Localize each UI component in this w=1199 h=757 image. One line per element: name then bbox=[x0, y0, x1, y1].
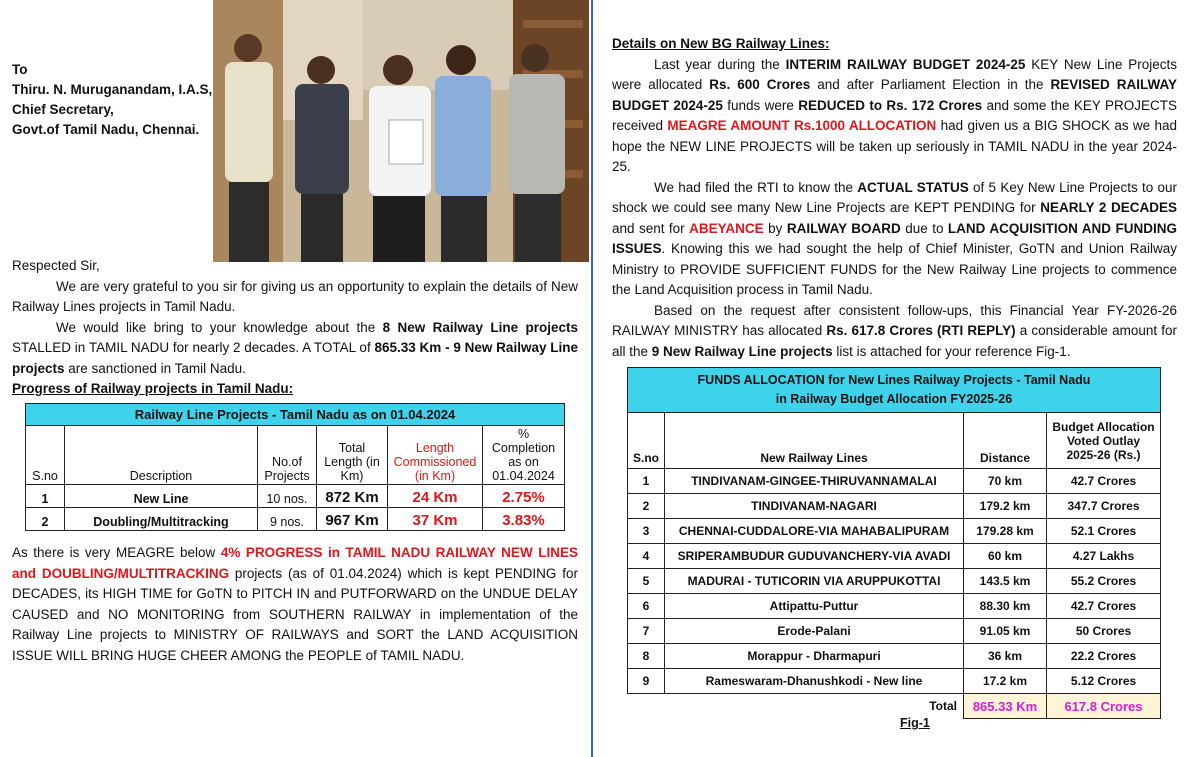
funds-cell-sno: 6 bbox=[628, 594, 665, 619]
funds-cell-amount: 55.2 Crores bbox=[1047, 569, 1161, 594]
r1-f: REVISED RAILWAY BUDGET 2024-25 bbox=[612, 77, 1178, 113]
funds-cell-line: Rameswaram-Dhanushkodi - New line bbox=[665, 669, 964, 694]
funds-cell-distance: 88.30 km bbox=[964, 594, 1047, 619]
details-heading: Details on New BG Railway Lines: bbox=[612, 36, 830, 51]
address-block bbox=[12, 60, 212, 140]
progress-cell-commissioned: 24 Km bbox=[388, 485, 483, 508]
funds-header-sno: S.no bbox=[628, 413, 665, 469]
funds-cell-sno: 3 bbox=[628, 519, 665, 544]
column-divider bbox=[591, 0, 593, 757]
progress-cell-total: 967 Km bbox=[317, 508, 388, 531]
figure-caption: Fig-1 bbox=[900, 716, 930, 730]
r1-e: and after Parliament Election in the bbox=[810, 77, 1051, 92]
progress-row bbox=[26, 508, 565, 531]
progress-cell-desc: Doubling/Multitracking bbox=[65, 508, 258, 531]
r1-d: Rs. 600 Crores bbox=[709, 77, 811, 92]
salutation: Respected Sir, bbox=[12, 258, 100, 273]
p3-text-b: 4% PROGRESS in TAMIL NADU RAILWAY NEW LINES and DOUBLING/MULTITRACKING bbox=[12, 545, 578, 581]
funds-cell-line: Erode-Palani bbox=[665, 619, 964, 644]
funds-cell-line: SRIPERAMBUDUR GUDUVANCHERY-VIA AVADI bbox=[665, 544, 964, 569]
r3-c: a considerable amount for all the bbox=[612, 323, 1177, 359]
funds-row bbox=[628, 594, 1161, 619]
funds-total-label: Total bbox=[929, 699, 957, 714]
details-paragraph-1 bbox=[612, 55, 1177, 178]
details-paragraph-2 bbox=[612, 178, 1177, 301]
r1-c: KEY New Line Projects were allocated bbox=[612, 56, 1178, 92]
funds-cell-sno: 8 bbox=[628, 644, 665, 669]
funds-cell-distance: 60 km bbox=[964, 544, 1047, 569]
group-photo-image bbox=[213, 0, 589, 262]
paragraph-1 bbox=[12, 277, 578, 318]
r1-j: MEAGRE AMOUNT Rs.1000 ALLOCATION bbox=[667, 118, 937, 133]
p2-text-a: We would like bring to your knowledge about the bbox=[56, 319, 383, 335]
funds-cell-amount: 4.27 Lakhs bbox=[1047, 544, 1161, 569]
funds-row bbox=[628, 469, 1161, 494]
r2-g: by bbox=[763, 220, 787, 236]
p2-text-b: 8 New Railway Line projects bbox=[382, 319, 578, 335]
r2-c: of 5 Key New Line Projects to our shock we could see many New Line Projects are KEPT PENDING for bbox=[612, 179, 1177, 215]
r1-h: REDUCED to Rs. 172 Crores bbox=[798, 97, 983, 113]
funds-cell-sno: 7 bbox=[628, 619, 665, 644]
r3-e: list is attached for your reference Fig-1. bbox=[832, 343, 1071, 359]
funds-cell-distance: 179.28 km bbox=[964, 519, 1047, 544]
funds-row bbox=[628, 644, 1161, 669]
r2-e: and sent for bbox=[612, 220, 690, 236]
r1-b: INTERIM RAILWAY BUDGET 2024-25 bbox=[785, 56, 1026, 72]
p2-text-e: are sanctioned in Tamil Nadu. bbox=[64, 360, 246, 376]
r2-k: . Knowing this we had sought the help of Chief Minister, GoTN and Union Railway Ministry to PROVIDE SUFFICIENT FUNDS for the New Railway Line projects to commence the Land Acquisition process in Tamil Nadu. bbox=[612, 241, 1177, 297]
funds-table bbox=[627, 367, 1161, 719]
progress-cell-desc: New Line bbox=[65, 485, 258, 508]
funds-cell-line: TINDIVANAM-NAGARI bbox=[665, 494, 964, 519]
funds-cell-amount: 347.7 Crores bbox=[1047, 494, 1161, 519]
progress-header-total: Total Length (in Km) bbox=[317, 426, 388, 485]
progress-row bbox=[26, 485, 565, 508]
r1-k: had given us a BIG SHOCK as we had hope the NEW LINE PROJECTS will be taken up seriously in TAMIL NADU in the year 2024-25. bbox=[612, 118, 1177, 174]
funds-cell-sno: 5 bbox=[628, 569, 665, 594]
paragraph-2 bbox=[12, 318, 578, 380]
funds-table-title bbox=[628, 368, 1161, 413]
funds-cell-sno: 4 bbox=[628, 544, 665, 569]
progress-header-description: Description bbox=[65, 426, 258, 485]
r1-g: funds were bbox=[722, 97, 799, 113]
funds-cell-sno: 9 bbox=[628, 669, 665, 694]
progress-header-count: No.of Projects bbox=[258, 426, 317, 485]
progress-cell-count: 9 nos. bbox=[258, 508, 317, 531]
funds-cell-amount: 42.7 Crores bbox=[1047, 469, 1161, 494]
progress-cell-total: 872 Km bbox=[317, 485, 388, 508]
funds-header-distance: Distance bbox=[964, 413, 1047, 469]
funds-row bbox=[628, 494, 1161, 519]
r1-i: and some the KEY PROJECTS received bbox=[612, 97, 1177, 133]
r3-b: Rs. 617.8 Crores (RTI REPLY) bbox=[826, 323, 1016, 338]
details-section bbox=[612, 34, 1177, 362]
r2-d: NEARLY 2 DECADES bbox=[1040, 200, 1177, 215]
funds-cell-distance: 36 km bbox=[964, 644, 1047, 669]
letter-body bbox=[12, 256, 578, 400]
funds-cell-line: CHENNAI-CUDDALORE-VIA MAHABALIPURAM bbox=[665, 519, 964, 544]
progress-table bbox=[25, 403, 565, 531]
r2-i: due to bbox=[900, 220, 948, 236]
progress-cell-pct: 2.75% bbox=[483, 485, 565, 508]
p2-text-d: 865.33 Km - 9 New Railway Line projects bbox=[12, 340, 578, 376]
funds-cell-sno: 2 bbox=[628, 494, 665, 519]
funds-row bbox=[628, 619, 1161, 644]
to-label: To bbox=[12, 62, 28, 77]
funds-cell-amount: 50 Crores bbox=[1047, 619, 1161, 644]
funds-cell-amount: 22.2 Crores bbox=[1047, 644, 1161, 669]
funds-row bbox=[628, 669, 1161, 694]
funds-total-amount: 617.8 Crores bbox=[1047, 694, 1161, 719]
funds-cell-amount: 52.1 Crores bbox=[1047, 519, 1161, 544]
r3-a: Based on the request after consistent follow-ups, this Financial Year FY-2026-26 RAILWAY MINISTRY has allocated bbox=[612, 302, 1177, 338]
r2-b: ACTUAL STATUS bbox=[857, 179, 969, 195]
funds-cell-line: TINDIVANAM-GINGEE-THIRUVANNAMALAI bbox=[665, 469, 964, 494]
funds-cell-line: MADURAI - TUTICORIN VIA ARUPPUKOTTAI bbox=[665, 569, 964, 594]
progress-cell-count: 10 nos. bbox=[258, 485, 317, 508]
funds-cell-amount: 42.7 Crores bbox=[1047, 594, 1161, 619]
group-photo bbox=[213, 0, 589, 262]
progress-cell-sno: 2 bbox=[26, 508, 65, 531]
funds-cell-distance: 179.2 km bbox=[964, 494, 1047, 519]
funds-cell-distance: 143.5 km bbox=[964, 569, 1047, 594]
r1-a: Last year during the bbox=[654, 56, 786, 72]
paragraph-1-text: We are very grateful to you sir for giving us an opportunity to explain the details of New Railway Lines projects in Tamil Nadu. bbox=[12, 278, 578, 314]
funds-row bbox=[628, 544, 1161, 569]
funds-cell-sno: 1 bbox=[628, 469, 665, 494]
progress-header-pct: % Completion as on 01.04.2024 bbox=[483, 426, 565, 485]
funds-cell-distance: 91.05 km bbox=[964, 619, 1047, 644]
funds-row bbox=[628, 569, 1161, 594]
p3-text-c: projects (as of 01.04.2024) which is kept PENDING for DECADES, its HIGH TIME for GoTN to PITCH IN and PUTFORWARD on the UNDUE DELAY CAUSED and NO MONITORING from SOUTHERN RAILWAY in implementation of the Railway Line projects to MINISTRY OF RAILWAYS and SORT the LAND ACQUISITION ISSUE WILL BRING HUGE CHEER AMONG the PEOPLE of TAMIL NADU. bbox=[12, 565, 578, 663]
funds-header-lines: New Railway Lines bbox=[665, 413, 964, 469]
funds-header-budget: Budget Allocation Voted Outlay 2025-26 (Rs.) bbox=[1047, 413, 1161, 469]
progress-heading: Progress of Railway projects in Tamil Nadu: bbox=[12, 381, 294, 396]
funds-cell-amount: 5.12 Crores bbox=[1047, 669, 1161, 694]
progress-header-commissioned: Length Commissioned (in Km) bbox=[388, 426, 483, 485]
details-paragraph-3 bbox=[612, 301, 1177, 363]
addressee-office: Govt.of Tamil Nadu, Chennai. bbox=[12, 122, 200, 137]
r2-f: ABEYANCE bbox=[689, 220, 764, 236]
p2-text-c: STALLED in TAMIL NADU for nearly 2 decades. A TOTAL of bbox=[12, 340, 375, 355]
progress-cell-sno: 1 bbox=[26, 485, 65, 508]
p3-text-a: As there is very MEAGRE below bbox=[12, 545, 221, 560]
funds-total-distance: 865.33 Km bbox=[964, 694, 1047, 719]
addressee-name: Thiru. N. Muruganandam, I.A.S, bbox=[12, 82, 213, 97]
r2-h: RAILWAY BOARD bbox=[786, 220, 901, 236]
funds-row bbox=[628, 519, 1161, 544]
funds-cell-line: Attipattu-Puttur bbox=[665, 594, 964, 619]
r2-j: LAND ACQUISITION AND FUNDING ISSUES bbox=[612, 220, 1177, 256]
progress-table-title: Railway Line Projects - Tamil Nadu as on 01.04.2024 bbox=[26, 404, 565, 426]
paragraph-3 bbox=[12, 543, 578, 666]
funds-cell-line: Morappur - Dharmapuri bbox=[665, 644, 964, 669]
funds-cell-distance: 70 km bbox=[964, 469, 1047, 494]
progress-cell-commissioned: 37 Km bbox=[388, 508, 483, 531]
funds-cell-distance: 17.2 km bbox=[964, 669, 1047, 694]
progress-cell-pct: 3.83% bbox=[483, 508, 565, 531]
r2-a: We had filed the RTI to know the bbox=[654, 179, 858, 195]
addressee-designation: Chief Secretary, bbox=[12, 102, 114, 117]
progress-header-sno: S.no bbox=[26, 426, 65, 485]
funds-title-line-2: in Railway Budget Allocation FY2025-26 bbox=[775, 392, 1013, 406]
funds-title-line-1: FUNDS ALLOCATION for New Lines Railway Projects - Tamil Nadu bbox=[697, 373, 1091, 387]
r3-d: 9 New Railway Line projects bbox=[651, 343, 833, 359]
